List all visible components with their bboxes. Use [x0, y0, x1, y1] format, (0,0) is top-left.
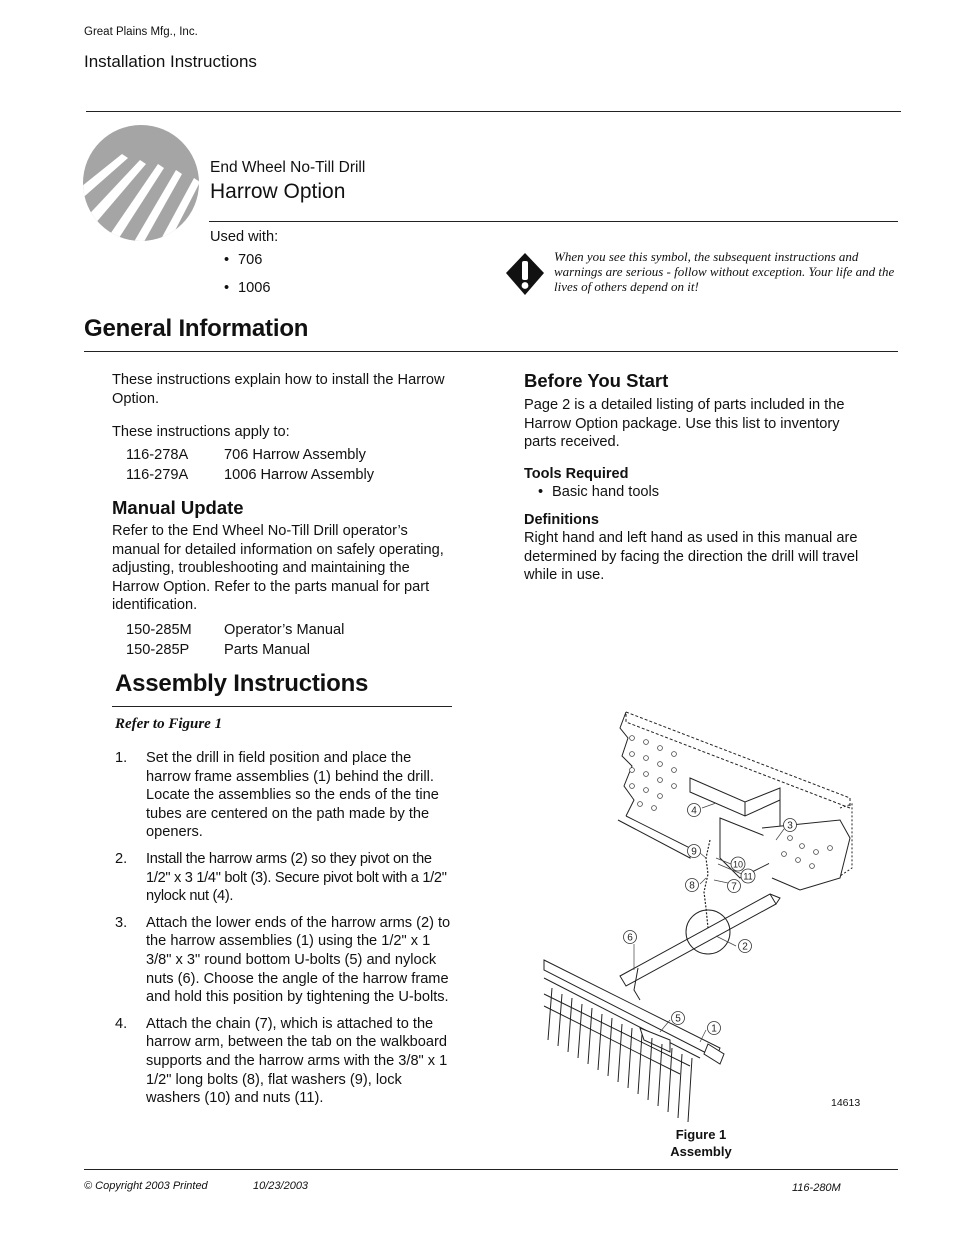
- callout-label: 2: [742, 941, 748, 953]
- step-text: Install the harrow arms (2) so they pivot on the 1/2" x 3 1/4" bolt (3). Secure pivot bolt with a 1/2" nylock nut (4).: [146, 850, 447, 905]
- figure-id: 14613: [831, 1097, 861, 1109]
- step-item: [115, 749, 455, 842]
- figure-caption: [600, 1126, 802, 1160]
- callout-label: 9: [691, 846, 697, 858]
- doc-number: 116-280M: [792, 1182, 841, 1194]
- harrow-arm-drawing: [620, 894, 780, 1000]
- assembly-rule: [112, 706, 452, 707]
- model-label: 706: [238, 252, 263, 268]
- callout-label: 3: [787, 820, 793, 832]
- manual-number: 150-285P: [126, 642, 190, 658]
- part-number: 116-279A: [126, 467, 189, 483]
- step-number: 2.: [115, 850, 128, 867]
- manual-number: 150-285M: [126, 622, 192, 638]
- step-text: Attach the chain (7), which is attached to the harrow arm, between the tab on the walkboard supports and the harrow arms with the 3/8" x 1 1/2" long bolts (8), flat washers (9), lock washers (10) and nuts (11).: [146, 1015, 448, 1107]
- header-rule: [86, 111, 901, 112]
- part-number: 116-278A: [126, 447, 189, 463]
- tool-item: [538, 484, 659, 500]
- print-date: 10/23/2003: [253, 1180, 309, 1192]
- manual-description: Operator’s Manual: [224, 622, 345, 638]
- step-item: [115, 1015, 455, 1108]
- step-text: Set the drill in field position and place the harrow frame assemblies (1) behind the drill. Locate the assemblies so the ends of the tine tubes are centered on the path made by the openers.: [146, 750, 439, 841]
- figure-caption-subtitle: Assembly: [670, 1144, 732, 1159]
- product-name: End Wheel No-Till Drill: [210, 159, 366, 176]
- callout-label: 10: [732, 859, 744, 870]
- definitions-heading: Definitions: [524, 512, 599, 528]
- manual-description: Parts Manual: [224, 642, 310, 658]
- warning-text: When you see this symbol, the subsequent instructions and warnings are serious - follow without exception. Your life and the lives of others depend on it!: [554, 249, 895, 294]
- model-label: 1006: [238, 280, 271, 296]
- applies-row: [126, 465, 374, 485]
- step-number: 1.: [115, 750, 128, 766]
- bullet: •: [538, 484, 544, 500]
- model-item: [224, 280, 270, 296]
- callout-label: 1: [711, 1023, 717, 1035]
- callout-label: 7: [731, 881, 737, 893]
- warning-icon: [505, 252, 545, 296]
- step-item: [115, 850, 455, 906]
- manual-update-heading: Manual Update: [112, 497, 244, 518]
- manual-row: [126, 640, 344, 660]
- callout-label: 8: [689, 880, 695, 892]
- option-title: Harrow Option: [210, 180, 346, 203]
- bullet: •: [224, 280, 230, 296]
- callout-label: 6: [627, 932, 633, 944]
- manual-update-text: Refer to the End Wheel No-Till Drill operator’s manual for detailed information on safely operating, adjusting, troubleshooting and maintaining the Harrow Option. Refer to the parts manual for part identification.: [112, 523, 444, 614]
- doc-type: Installation Instructions: [84, 52, 257, 71]
- applies-list: [126, 445, 374, 485]
- company-logo: [82, 124, 200, 242]
- step-item: [115, 914, 455, 1007]
- part-description: 1006 Harrow Assembly: [224, 467, 375, 483]
- used-with-label: Used with:: [210, 229, 279, 245]
- title-rule: [209, 221, 898, 222]
- before-start-heading: Before You Start: [524, 370, 669, 391]
- manual-row: [126, 620, 344, 640]
- before-start-text: Page 2 is a detailed listing of parts included in the Harrow Option package. Use this list to inventory parts received.: [524, 397, 845, 451]
- model-item: [224, 252, 262, 268]
- footer-rule: [84, 1169, 898, 1170]
- figure-caption-title: Figure 1: [675, 1127, 727, 1142]
- harrow-frame-drawing: [544, 960, 724, 1122]
- tools-heading: Tools Required: [524, 466, 629, 482]
- callout-label: 4: [691, 805, 697, 817]
- assembly-steps: [115, 749, 455, 1116]
- callout-label: 11: [743, 871, 753, 882]
- step-number: 4.: [115, 1015, 128, 1032]
- apply-label: These instructions apply to:: [112, 424, 290, 440]
- assembly-figure: [540, 708, 860, 1128]
- tool-label: Basic hand tools: [552, 484, 660, 500]
- applies-row: [126, 445, 374, 465]
- general-heading: General Information: [84, 315, 309, 342]
- general-intro: These instructions explain how to install the Harrow Option.: [112, 372, 445, 407]
- assembly-heading: Assembly Instructions: [115, 670, 369, 697]
- company-name: Great Plains Mfg., Inc.: [84, 26, 198, 38]
- copyright: © Copyright 2003 Printed: [84, 1180, 208, 1192]
- step-text: Attach the lower ends of the harrow arms (2) to the harrow assemblies (1) using the 1/2" x 1 3/8" x 3" round bottom U-bolts (5) and nylock nuts (6). Choose the angle of the harrow frame and hold this position by tightening the U-bolts.: [146, 914, 451, 1006]
- bullet: •: [224, 252, 230, 268]
- definitions-text: Right hand and left hand as used in this manual are determined by facing the direction the drill will travel while in use.: [524, 530, 859, 584]
- manuals-list: [126, 620, 344, 660]
- part-description: 706 Harrow Assembly: [224, 447, 366, 463]
- refer-figure: Refer to Figure 1: [115, 716, 223, 732]
- callout-label: 5: [675, 1013, 681, 1025]
- step-number: 3.: [115, 914, 128, 931]
- general-rule: [84, 351, 898, 352]
